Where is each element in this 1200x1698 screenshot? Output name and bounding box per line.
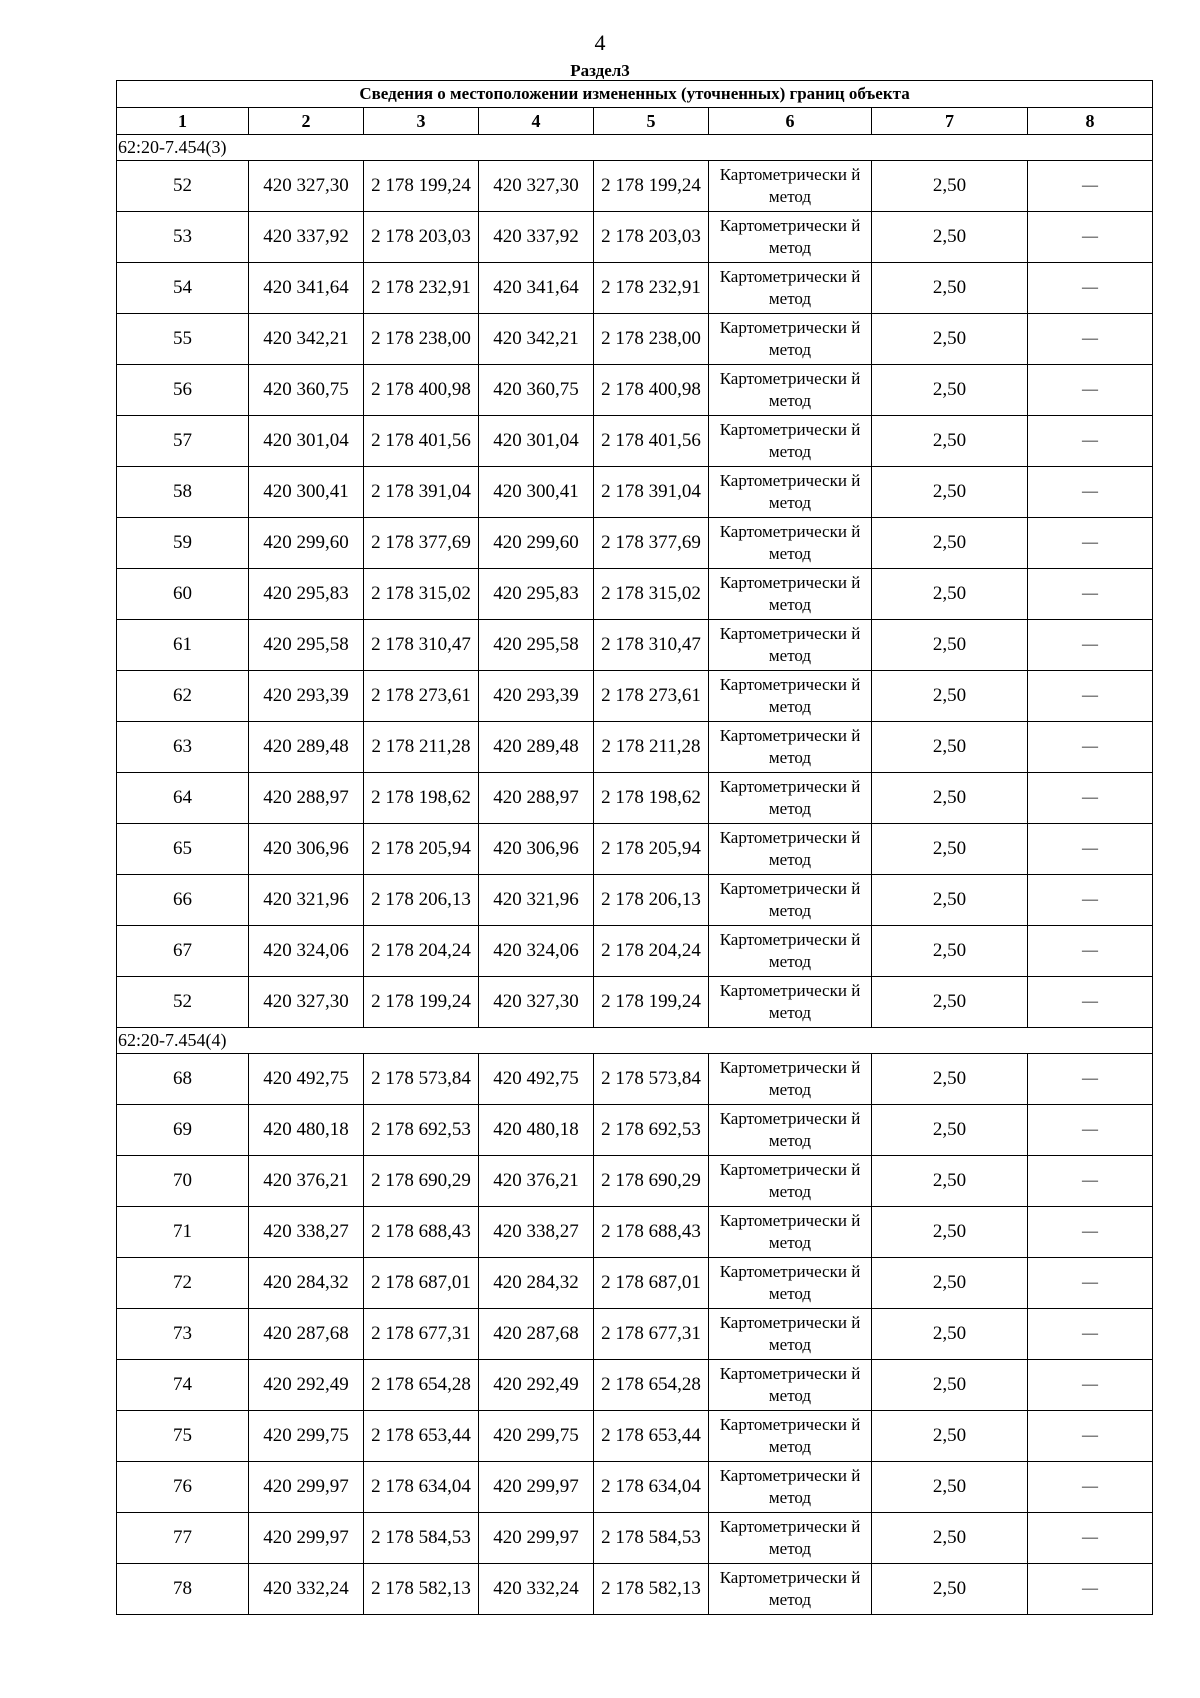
table-row	[117, 620, 1153, 671]
note-cell: —	[1028, 1360, 1153, 1411]
x-coordinate-old-cell: 420 299,75	[249, 1411, 364, 1462]
table-row	[117, 161, 1153, 212]
note-cell: —	[1028, 722, 1153, 773]
section-title: Раздел3	[570, 61, 630, 80]
table-row	[117, 722, 1153, 773]
x-coordinate-new-cell: 420 299,97	[479, 1513, 594, 1564]
y-coordinate-old-cell: 2 178 206,13	[364, 875, 479, 926]
y-coordinate-old-cell: 2 178 654,28	[364, 1360, 479, 1411]
x-coordinate-new-cell: 420 289,48	[479, 722, 594, 773]
point-number-cell: 76	[117, 1462, 249, 1513]
accuracy-cell: 2,50	[872, 1411, 1028, 1462]
x-coordinate-new-cell: 420 327,30	[479, 977, 594, 1028]
y-coordinate-new-cell: 2 178 205,94	[594, 824, 709, 875]
y-coordinate-new-cell: 2 178 199,24	[594, 977, 709, 1028]
x-coordinate-old-cell: 420 284,32	[249, 1258, 364, 1309]
y-coordinate-old-cell: 2 178 584,53	[364, 1513, 479, 1564]
table-row	[117, 926, 1153, 977]
x-coordinate-new-cell: 420 299,97	[479, 1462, 594, 1513]
table-row	[117, 314, 1153, 365]
method-cell: Картометрически й метод	[709, 263, 872, 314]
column-number: 8	[1028, 108, 1153, 135]
y-coordinate-old-cell: 2 178 204,24	[364, 926, 479, 977]
y-coordinate-old-cell: 2 178 198,62	[364, 773, 479, 824]
y-coordinate-new-cell: 2 178 634,04	[594, 1462, 709, 1513]
y-coordinate-old-cell: 2 178 310,47	[364, 620, 479, 671]
y-coordinate-new-cell: 2 178 238,00	[594, 314, 709, 365]
note-cell: —	[1028, 977, 1153, 1028]
y-coordinate-new-cell: 2 178 211,28	[594, 722, 709, 773]
column-number: 6	[709, 108, 872, 135]
note-cell: —	[1028, 773, 1153, 824]
method-cell: Картометрически й метод	[709, 1258, 872, 1309]
method-cell: Картометрически й метод	[709, 1156, 872, 1207]
method-cell: Картометрически й метод	[709, 671, 872, 722]
x-coordinate-new-cell: 420 324,06	[479, 926, 594, 977]
point-number-cell: 75	[117, 1411, 249, 1462]
x-coordinate-old-cell: 420 342,21	[249, 314, 364, 365]
y-coordinate-old-cell: 2 178 677,31	[364, 1309, 479, 1360]
x-coordinate-old-cell: 420 301,04	[249, 416, 364, 467]
table-row	[117, 569, 1153, 620]
note-cell: —	[1028, 1462, 1153, 1513]
x-coordinate-old-cell: 420 338,27	[249, 1207, 364, 1258]
accuracy-cell: 2,50	[872, 365, 1028, 416]
boundary-coordinates-table	[116, 80, 1153, 1615]
point-number-cell: 59	[117, 518, 249, 569]
point-number-cell: 67	[117, 926, 249, 977]
note-cell: —	[1028, 1411, 1153, 1462]
x-coordinate-new-cell: 420 332,24	[479, 1564, 594, 1615]
accuracy-cell: 2,50	[872, 212, 1028, 263]
x-coordinate-old-cell: 420 321,96	[249, 875, 364, 926]
note-cell: —	[1028, 620, 1153, 671]
x-coordinate-old-cell: 420 289,48	[249, 722, 364, 773]
method-cell: Картометрически й метод	[709, 620, 872, 671]
point-number-cell: 64	[117, 773, 249, 824]
note-cell: —	[1028, 1309, 1153, 1360]
point-number-cell: 73	[117, 1309, 249, 1360]
method-cell: Картометрически й метод	[709, 569, 872, 620]
accuracy-cell: 2,50	[872, 314, 1028, 365]
accuracy-cell: 2,50	[872, 671, 1028, 722]
y-coordinate-old-cell: 2 178 238,00	[364, 314, 479, 365]
accuracy-cell: 2,50	[872, 620, 1028, 671]
method-cell: Картометрически й метод	[709, 977, 872, 1028]
method-cell: Картометрически й метод	[709, 212, 872, 263]
note-cell: —	[1028, 416, 1153, 467]
x-coordinate-new-cell: 420 299,75	[479, 1411, 594, 1462]
note-cell: —	[1028, 1513, 1153, 1564]
method-cell: Картометрически й метод	[709, 722, 872, 773]
note-cell: —	[1028, 1258, 1153, 1309]
accuracy-cell: 2,50	[872, 875, 1028, 926]
x-coordinate-new-cell: 420 288,97	[479, 773, 594, 824]
point-number-cell: 58	[117, 467, 249, 518]
method-cell: Картометрически й метод	[709, 1513, 872, 1564]
x-coordinate-new-cell: 420 492,75	[479, 1054, 594, 1105]
method-cell: Картометрически й метод	[709, 1309, 872, 1360]
y-coordinate-old-cell: 2 178 573,84	[364, 1054, 479, 1105]
note-cell: —	[1028, 875, 1153, 926]
x-coordinate-old-cell: 420 288,97	[249, 773, 364, 824]
x-coordinate-new-cell: 420 342,21	[479, 314, 594, 365]
x-coordinate-old-cell: 420 492,75	[249, 1054, 364, 1105]
y-coordinate-old-cell: 2 178 688,43	[364, 1207, 479, 1258]
x-coordinate-old-cell: 420 300,41	[249, 467, 364, 518]
table-row	[117, 416, 1153, 467]
y-coordinate-old-cell: 2 178 582,13	[364, 1564, 479, 1615]
x-coordinate-old-cell: 420 295,83	[249, 569, 364, 620]
point-number-cell: 72	[117, 1258, 249, 1309]
method-cell: Картометрически й метод	[709, 1105, 872, 1156]
accuracy-cell: 2,50	[872, 1462, 1028, 1513]
note-cell: —	[1028, 926, 1153, 977]
point-number-cell: 70	[117, 1156, 249, 1207]
point-number-cell: 62	[117, 671, 249, 722]
accuracy-cell: 2,50	[872, 1054, 1028, 1105]
accuracy-cell: 2,50	[872, 1360, 1028, 1411]
y-coordinate-old-cell: 2 178 690,29	[364, 1156, 479, 1207]
note-cell: —	[1028, 569, 1153, 620]
x-coordinate-new-cell: 420 321,96	[479, 875, 594, 926]
accuracy-cell: 2,50	[872, 416, 1028, 467]
y-coordinate-old-cell: 2 178 377,69	[364, 518, 479, 569]
y-coordinate-new-cell: 2 178 653,44	[594, 1411, 709, 1462]
method-cell: Картометрически й метод	[709, 1462, 872, 1513]
note-cell: —	[1028, 1105, 1153, 1156]
x-coordinate-old-cell: 420 292,49	[249, 1360, 364, 1411]
accuracy-cell: 2,50	[872, 926, 1028, 977]
point-number-cell: 55	[117, 314, 249, 365]
x-coordinate-old-cell: 420 299,97	[249, 1513, 364, 1564]
point-number-cell: 71	[117, 1207, 249, 1258]
y-coordinate-old-cell: 2 178 400,98	[364, 365, 479, 416]
note-cell: —	[1028, 518, 1153, 569]
x-coordinate-new-cell: 420 293,39	[479, 671, 594, 722]
method-cell: Картометрически й метод	[709, 518, 872, 569]
table-row	[117, 1207, 1153, 1258]
y-coordinate-old-cell: 2 178 391,04	[364, 467, 479, 518]
x-coordinate-new-cell: 420 341,64	[479, 263, 594, 314]
point-number-cell: 66	[117, 875, 249, 926]
y-coordinate-new-cell: 2 178 400,98	[594, 365, 709, 416]
x-coordinate-new-cell: 420 299,60	[479, 518, 594, 569]
x-coordinate-new-cell: 420 284,32	[479, 1258, 594, 1309]
column-number: 4	[479, 108, 594, 135]
x-coordinate-new-cell: 420 295,83	[479, 569, 594, 620]
y-coordinate-new-cell: 2 178 654,28	[594, 1360, 709, 1411]
table-row	[117, 1513, 1153, 1564]
y-coordinate-new-cell: 2 178 677,31	[594, 1309, 709, 1360]
method-cell: Картометрически й метод	[709, 161, 872, 212]
x-coordinate-old-cell: 420 293,39	[249, 671, 364, 722]
table-row	[117, 1462, 1153, 1513]
accuracy-cell: 2,50	[872, 467, 1028, 518]
method-cell: Картометрически й метод	[709, 875, 872, 926]
accuracy-cell: 2,50	[872, 518, 1028, 569]
x-coordinate-old-cell: 420 480,18	[249, 1105, 364, 1156]
y-coordinate-new-cell: 2 178 687,01	[594, 1258, 709, 1309]
table-row	[117, 1054, 1153, 1105]
accuracy-cell: 2,50	[872, 1258, 1028, 1309]
y-coordinate-new-cell: 2 178 401,56	[594, 416, 709, 467]
note-cell: —	[1028, 314, 1153, 365]
y-coordinate-new-cell: 2 178 584,53	[594, 1513, 709, 1564]
note-cell: —	[1028, 671, 1153, 722]
y-coordinate-new-cell: 2 178 310,47	[594, 620, 709, 671]
page-number: 4	[594, 30, 606, 55]
table-row	[117, 773, 1153, 824]
point-number-cell: 52	[117, 977, 249, 1028]
x-coordinate-new-cell: 420 287,68	[479, 1309, 594, 1360]
table-row	[117, 671, 1153, 722]
y-coordinate-new-cell: 2 178 206,13	[594, 875, 709, 926]
group-header-row	[117, 135, 1153, 161]
point-number-cell: 57	[117, 416, 249, 467]
table-row	[117, 977, 1153, 1028]
y-coordinate-old-cell: 2 178 653,44	[364, 1411, 479, 1462]
x-coordinate-new-cell: 420 292,49	[479, 1360, 594, 1411]
point-number-cell: 77	[117, 1513, 249, 1564]
x-coordinate-old-cell: 420 324,06	[249, 926, 364, 977]
point-number-cell: 65	[117, 824, 249, 875]
y-coordinate-new-cell: 2 178 232,91	[594, 263, 709, 314]
y-coordinate-new-cell: 2 178 688,43	[594, 1207, 709, 1258]
y-coordinate-old-cell: 2 178 315,02	[364, 569, 479, 620]
table-row	[117, 1411, 1153, 1462]
note-cell: —	[1028, 1054, 1153, 1105]
point-number-cell: 53	[117, 212, 249, 263]
note-cell: —	[1028, 263, 1153, 314]
table-row	[117, 1564, 1153, 1615]
note-cell: —	[1028, 1564, 1153, 1615]
table-row	[117, 824, 1153, 875]
point-number-cell: 74	[117, 1360, 249, 1411]
y-coordinate-new-cell: 2 178 690,29	[594, 1156, 709, 1207]
accuracy-cell: 2,50	[872, 1105, 1028, 1156]
y-coordinate-old-cell: 2 178 205,94	[364, 824, 479, 875]
point-number-cell: 63	[117, 722, 249, 773]
y-coordinate-old-cell: 2 178 199,24	[364, 161, 479, 212]
y-coordinate-new-cell: 2 178 273,61	[594, 671, 709, 722]
x-coordinate-old-cell: 420 360,75	[249, 365, 364, 416]
note-cell: —	[1028, 365, 1153, 416]
method-cell: Картометрически й метод	[709, 314, 872, 365]
x-coordinate-new-cell: 420 337,92	[479, 212, 594, 263]
note-cell: —	[1028, 467, 1153, 518]
table-row	[117, 518, 1153, 569]
accuracy-cell: 2,50	[872, 722, 1028, 773]
y-coordinate-new-cell: 2 178 204,24	[594, 926, 709, 977]
column-number: 5	[594, 108, 709, 135]
note-cell: —	[1028, 824, 1153, 875]
x-coordinate-old-cell: 420 295,58	[249, 620, 364, 671]
group-label: 62:20-7.454(3)	[117, 135, 1153, 161]
y-coordinate-new-cell: 2 178 199,24	[594, 161, 709, 212]
y-coordinate-old-cell: 2 178 687,01	[364, 1258, 479, 1309]
x-coordinate-new-cell: 420 327,30	[479, 161, 594, 212]
x-coordinate-old-cell: 420 327,30	[249, 161, 364, 212]
column-number: 1	[117, 108, 249, 135]
column-number: 7	[872, 108, 1028, 135]
accuracy-cell: 2,50	[872, 1564, 1028, 1615]
x-coordinate-new-cell: 420 480,18	[479, 1105, 594, 1156]
y-coordinate-old-cell: 2 178 401,56	[364, 416, 479, 467]
method-cell: Картометрически й метод	[709, 1054, 872, 1105]
group-header-row	[117, 1028, 1153, 1054]
accuracy-cell: 2,50	[872, 161, 1028, 212]
column-number: 2	[249, 108, 364, 135]
x-coordinate-new-cell: 420 306,96	[479, 824, 594, 875]
accuracy-cell: 2,50	[872, 773, 1028, 824]
y-coordinate-old-cell: 2 178 232,91	[364, 263, 479, 314]
table-row	[117, 875, 1153, 926]
x-coordinate-old-cell: 420 337,92	[249, 212, 364, 263]
x-coordinate-old-cell: 420 341,64	[249, 263, 364, 314]
accuracy-cell: 2,50	[872, 977, 1028, 1028]
point-number-cell: 69	[117, 1105, 249, 1156]
accuracy-cell: 2,50	[872, 1309, 1028, 1360]
note-cell: —	[1028, 212, 1153, 263]
table-row	[117, 1309, 1153, 1360]
accuracy-cell: 2,50	[872, 569, 1028, 620]
x-coordinate-new-cell: 420 338,27	[479, 1207, 594, 1258]
x-coordinate-new-cell: 420 300,41	[479, 467, 594, 518]
x-coordinate-old-cell: 420 287,68	[249, 1309, 364, 1360]
y-coordinate-old-cell: 2 178 273,61	[364, 671, 479, 722]
table-row	[117, 212, 1153, 263]
table-caption: Сведения о местоположении измененных (уточненных) границ объекта	[117, 81, 1153, 108]
table-row	[117, 1156, 1153, 1207]
point-number-cell: 54	[117, 263, 249, 314]
x-coordinate-new-cell: 420 295,58	[479, 620, 594, 671]
point-number-cell: 60	[117, 569, 249, 620]
accuracy-cell: 2,50	[872, 824, 1028, 875]
x-coordinate-old-cell: 420 299,60	[249, 518, 364, 569]
x-coordinate-new-cell: 420 360,75	[479, 365, 594, 416]
point-number-cell: 68	[117, 1054, 249, 1105]
x-coordinate-new-cell: 420 376,21	[479, 1156, 594, 1207]
accuracy-cell: 2,50	[872, 1513, 1028, 1564]
method-cell: Картометрически й метод	[709, 1411, 872, 1462]
method-cell: Картометрически й метод	[709, 467, 872, 518]
method-cell: Картометрически й метод	[709, 416, 872, 467]
y-coordinate-new-cell: 2 178 692,53	[594, 1105, 709, 1156]
y-coordinate-old-cell: 2 178 692,53	[364, 1105, 479, 1156]
x-coordinate-old-cell: 420 327,30	[249, 977, 364, 1028]
table-row	[117, 1258, 1153, 1309]
group-label: 62:20-7.454(4)	[117, 1028, 1153, 1054]
point-number-cell: 56	[117, 365, 249, 416]
table-row	[117, 365, 1153, 416]
method-cell: Картометрически й метод	[709, 1360, 872, 1411]
accuracy-cell: 2,50	[872, 1156, 1028, 1207]
point-number-cell: 61	[117, 620, 249, 671]
column-number: 3	[364, 108, 479, 135]
method-cell: Картометрически й метод	[709, 1564, 872, 1615]
y-coordinate-new-cell: 2 178 573,84	[594, 1054, 709, 1105]
table-row	[117, 263, 1153, 314]
y-coordinate-new-cell: 2 178 198,62	[594, 773, 709, 824]
x-coordinate-old-cell: 420 306,96	[249, 824, 364, 875]
method-cell: Картометрически й метод	[709, 365, 872, 416]
x-coordinate-old-cell: 420 299,97	[249, 1462, 364, 1513]
note-cell: —	[1028, 161, 1153, 212]
point-number-cell: 52	[117, 161, 249, 212]
note-cell: —	[1028, 1156, 1153, 1207]
method-cell: Картометрически й метод	[709, 1207, 872, 1258]
x-coordinate-new-cell: 420 301,04	[479, 416, 594, 467]
method-cell: Картометрически й метод	[709, 824, 872, 875]
method-cell: Картометрически й метод	[709, 773, 872, 824]
note-cell: —	[1028, 1207, 1153, 1258]
y-coordinate-old-cell: 2 178 634,04	[364, 1462, 479, 1513]
table-row	[117, 1360, 1153, 1411]
y-coordinate-new-cell: 2 178 391,04	[594, 467, 709, 518]
x-coordinate-old-cell: 420 332,24	[249, 1564, 364, 1615]
y-coordinate-new-cell: 2 178 315,02	[594, 569, 709, 620]
y-coordinate-new-cell: 2 178 377,69	[594, 518, 709, 569]
table-body	[117, 135, 1153, 1615]
x-coordinate-old-cell: 420 376,21	[249, 1156, 364, 1207]
table-row	[117, 467, 1153, 518]
y-coordinate-old-cell: 2 178 203,03	[364, 212, 479, 263]
y-coordinate-old-cell: 2 178 211,28	[364, 722, 479, 773]
y-coordinate-new-cell: 2 178 582,13	[594, 1564, 709, 1615]
y-coordinate-new-cell: 2 178 203,03	[594, 212, 709, 263]
accuracy-cell: 2,50	[872, 263, 1028, 314]
accuracy-cell: 2,50	[872, 1207, 1028, 1258]
y-coordinate-old-cell: 2 178 199,24	[364, 977, 479, 1028]
method-cell: Картометрически й метод	[709, 926, 872, 977]
table-row	[117, 1105, 1153, 1156]
point-number-cell: 78	[117, 1564, 249, 1615]
